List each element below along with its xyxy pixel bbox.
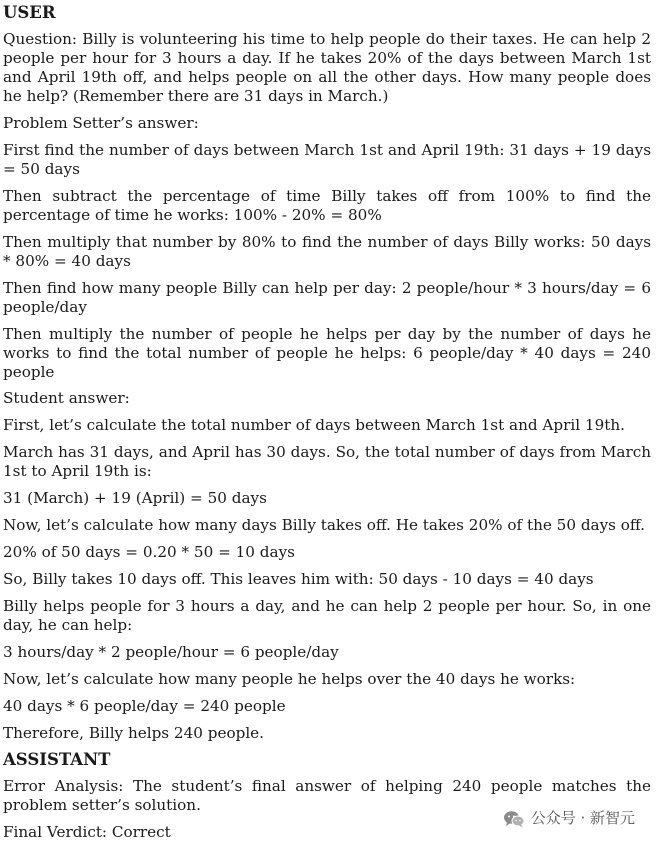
watermark-text: 公众号 · 新智元 xyxy=(530,809,635,827)
student-step-3: 31 (March) + 19 (April) = 50 days xyxy=(3,489,267,507)
watermark xyxy=(501,809,637,828)
user-heading: USER xyxy=(3,3,56,22)
student-label: Student answer: xyxy=(3,389,130,407)
final-verdict-text: Final Verdict: Correct xyxy=(3,823,171,841)
student-step-5: 20% of 50 days = 0.20 * 50 = 10 days xyxy=(3,543,295,561)
assistant-heading: ASSISTANT xyxy=(3,750,111,769)
error-analysis-text: Error Analysis: The student’s final answer of helping 240 people matches the problem setter’s solution. xyxy=(3,777,651,814)
student-step-7: Billy helps people for 3 hours a day, and he can help 2 people per hour. So, in one day, he can help: xyxy=(3,597,651,634)
student-step-8: 3 hours/day * 2 people/hour = 6 people/day xyxy=(3,643,339,661)
student-step-6: So, Billy takes 10 days off. This leaves him with: 50 days - 10 days = 40 days xyxy=(3,570,594,588)
student-step-10: 40 days * 6 people/day = 240 people xyxy=(3,697,286,715)
student-step-11: Therefore, Billy helps 240 people. xyxy=(3,724,264,742)
setter-step-2: Then subtract the percentage of time Billy takes off from 100% to find the percentage of time he works: 100% - 20% = 80% xyxy=(3,187,651,224)
setter-label: Problem Setter’s answer: xyxy=(3,114,199,132)
setter-step-1: First find the number of days between March 1st and April 19th: 31 days + 19 days = 50 days xyxy=(3,141,651,178)
student-step-4: Now, let’s calculate how many days Billy takes off. He takes 20% of the 50 days off. xyxy=(3,516,646,534)
question-text: Question: Billy is volunteering his time to help people do their taxes. He can help 2 people per hour for 3 hours a day. If he takes 20% of the days between March 1st and April 19th off, and helps people on all the other days. How many people does he help? (Remember there are 31 days in March.) xyxy=(3,30,651,105)
student-step-2: March has 31 days, and April has 30 days. So, the total number of days from March 1st to April 19th is: xyxy=(3,443,651,480)
setter-step-3: Then multiply that number by 80% to find the number of days Billy works: 50 days * 80% = 40 days xyxy=(3,233,651,270)
setter-step-4: Then find how many people Billy can help per day: 2 people/hour * 3 hours/day = 6 people/day xyxy=(3,279,651,316)
wechat-icon xyxy=(503,810,525,828)
student-step-1: First, let’s calculate the total number of days between March 1st and April 19th. xyxy=(3,416,625,434)
document-page xyxy=(3,0,651,850)
setter-step-5: Then multiply the number of people he helps per day by the number of days he works to find the total number of people he helps: 6 people/day * 40 days = 240 people xyxy=(3,325,651,381)
student-step-9: Now, let’s calculate how many people he helps over the 40 days he works: xyxy=(3,670,576,688)
